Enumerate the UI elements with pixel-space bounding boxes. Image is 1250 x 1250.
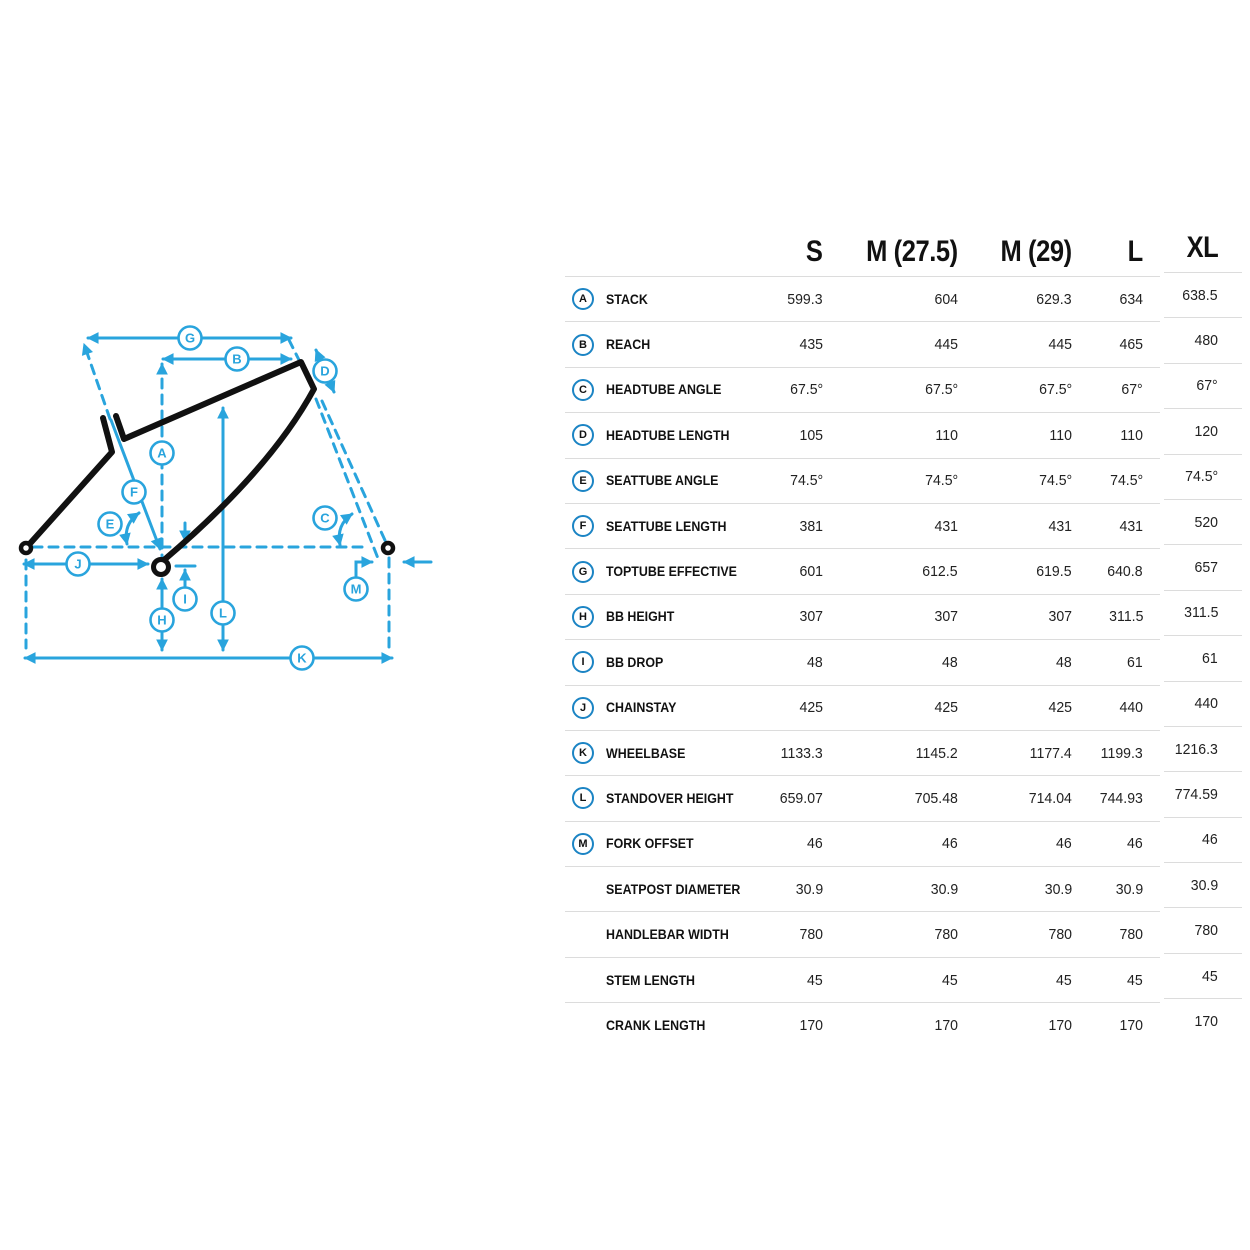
table-row [565,775,1160,820]
value-cell: 599.3 [787,290,823,308]
value-cell: 425 [1048,699,1072,717]
value-cell: 601 [799,563,823,581]
row-label: FORK OFFSET [606,836,694,852]
table-row [565,866,1160,911]
marker-letter: F [130,484,138,500]
value-cell: 780 [1119,926,1143,944]
value-cell: 440 [1119,699,1143,717]
value-cell: 659.07 [779,789,823,807]
table-row [565,458,1160,503]
row-label: HEADTUBE LENGTH [606,427,730,443]
column-header: L [1127,235,1143,268]
xl-value-cell: 61 [1164,635,1242,680]
value-cell: 744.93 [1099,789,1143,807]
value-cell: 425 [934,699,958,717]
value-cell: 61 [1127,653,1143,671]
bike-frame [21,362,393,575]
value-cell: 170 [799,1016,823,1034]
fork-offset-bracket [356,562,372,576]
diagram-marker-k [291,647,314,670]
value-cell: 67° [1121,381,1143,399]
value-cell: 67.5° [924,381,958,399]
row-letter-badge: H [572,606,594,628]
value-cell: 445 [934,336,958,354]
value-cell: 46 [1056,835,1072,853]
row-label: WHEELBASE [606,745,686,761]
diagram-marker-e [99,513,122,536]
table-row [565,321,1160,366]
diagram-marker-d [314,360,337,383]
row-letter-badge: A [572,288,594,310]
table-row [565,685,1160,730]
toptube-headtube-downtube [116,362,314,560]
table-row [565,821,1160,866]
value-cell: 431 [934,517,958,535]
diagram-marker-l [212,602,235,625]
table-row [565,503,1160,548]
marker-letter: D [320,363,330,379]
value-cell: 46 [1127,835,1143,853]
value-cell: 46 [942,835,958,853]
value-cell: 465 [1119,336,1143,354]
table-row [565,730,1160,775]
row-letter-badge: G [572,561,594,583]
value-cell: 46 [807,835,823,853]
value-cell: 74.5° [789,472,823,490]
value-cell: 307 [934,608,958,626]
table-row [565,276,1160,321]
value-cell: 1199.3 [1100,744,1143,762]
row-label: STEM LENGTH [606,972,696,988]
value-cell: 170 [1048,1016,1072,1034]
xl-column-header [1164,224,1242,272]
value-cell: 170 [934,1016,958,1034]
value-cell: 629.3 [1036,290,1072,308]
row-label: BB HEIGHT [606,609,675,625]
table-row [565,1002,1160,1047]
row-letter-badge: D [572,424,594,446]
column-header: S [806,235,823,268]
value-cell: 780 [934,926,958,944]
value-cell: 640.8 [1107,563,1143,581]
value-cell: 307 [1048,608,1072,626]
value-cell: 74.5° [1109,472,1143,490]
value-cell: 74.5° [1038,472,1072,490]
row-label: STANDOVER HEIGHT [606,790,734,806]
value-cell: 431 [1119,517,1143,535]
row-label: SEATPOST DIAMETER [606,881,741,897]
row-letter-badge: F [572,515,594,537]
marker-letter: A [157,445,167,461]
xl-value-cell: 45 [1164,953,1242,998]
row-label: CHAINSTAY [606,700,677,716]
value-cell: 48 [807,653,823,671]
marker-letter: M [350,581,362,597]
value-cell: 612.5 [922,563,958,581]
value-cell: 1177.4 [1029,744,1072,762]
row-label: CRANK LENGTH [606,1017,706,1033]
row-label: STACK [606,291,648,307]
column-header: M (29) [1000,235,1072,268]
front-axle [383,543,393,553]
seattube-angle-arc-E [126,513,139,544]
diagram-marker-g [179,327,202,350]
steering-axis-line [316,399,379,561]
marker-letter: J [74,556,82,572]
column-header-label: XL [1186,231,1218,264]
row-label: HEADTUBE ANGLE [606,382,722,398]
table-row [565,957,1160,1002]
xl-value-cell: 780 [1164,907,1242,952]
seattube-axis-extension [84,344,110,419]
frame-geometry-diagram [0,0,460,700]
value-cell: 431 [1048,517,1072,535]
value-cell: 30.9 [795,880,823,898]
geometry-table-header [565,228,1160,276]
table-row [565,548,1160,593]
row-label: SEATTUBE ANGLE [606,473,719,489]
xl-value-cell: 657 [1164,544,1242,589]
table-row [565,367,1160,412]
value-cell: 48 [942,653,958,671]
diagram-marker-i [174,588,197,611]
marker-letter: E [105,516,115,532]
rear-axle [21,543,31,553]
marker-letter: H [157,612,167,628]
geometry-table [565,228,1160,1048]
value-cell: 45 [942,971,958,989]
row-letter-badge: K [572,742,594,764]
geometry-table-xl-column [1164,224,1242,1044]
value-cell: 435 [799,336,823,354]
headtube-angle-arc-C [339,514,352,545]
table-row [565,639,1160,684]
value-cell: 445 [1048,336,1072,354]
value-cell: 1145.2 [915,744,958,762]
value-cell: 30.9 [1044,880,1072,898]
value-cell: 30.9 [930,880,958,898]
table-row [565,412,1160,457]
marker-letter: K [297,650,307,666]
value-cell: 1133.3 [780,744,823,762]
xl-column-body [1164,272,1242,1044]
value-cell: 619.5 [1036,563,1072,581]
value-cell: 425 [799,699,823,717]
row-letter-badge: I [572,651,594,673]
value-cell: 307 [799,608,823,626]
row-label: TOPTUBE EFFECTIVE [606,564,737,580]
value-cell: 45 [1056,971,1072,989]
xl-value-cell: 440 [1164,681,1242,726]
value-cell: 381 [799,517,823,535]
xl-value-cell: 74.5° [1164,454,1242,499]
row-letter-badge: L [572,787,594,809]
marker-letter: L [219,605,227,621]
diagram-marker-b [226,348,249,371]
diagram-marker-j [67,553,90,576]
xl-value-cell: 46 [1164,817,1242,862]
xl-value-cell: 774.59 [1164,771,1242,816]
value-cell: 705.48 [914,789,958,807]
diagram-marker-c [314,507,337,530]
value-cell: 780 [799,926,823,944]
value-cell: 311.5 [1108,608,1143,626]
xl-value-cell: 311.5 [1164,590,1242,635]
geometry-table-body [565,276,1160,1048]
row-letter-badge: M [572,833,594,855]
value-cell: 74.5° [924,472,958,490]
marker-letter: I [183,591,187,607]
value-cell: 48 [1056,653,1072,671]
value-cell: 30.9 [1115,880,1143,898]
xl-value-cell: 480 [1164,317,1242,362]
value-cell: 45 [1127,971,1143,989]
row-letter-badge: E [572,470,594,492]
row-label: BB DROP [606,654,664,670]
value-cell: 110 [1049,426,1072,444]
xl-value-cell: 638.5 [1164,272,1242,317]
column-header: M (27.5) [866,235,958,268]
xl-value-cell: 120 [1164,408,1242,453]
bb-shell [154,560,169,575]
row-letter-badge: B [572,334,594,356]
marker-letter: C [320,510,330,526]
diagram-marker-h [151,609,174,632]
value-cell: 634 [1119,290,1143,308]
value-cell: 170 [1119,1016,1143,1034]
table-row [565,911,1160,956]
value-cell: 67.5° [789,381,823,399]
row-letter-badge: C [572,379,594,401]
value-cell: 45 [807,971,823,989]
xl-value-cell: 170 [1164,998,1242,1043]
row-letter-badge: J [572,697,594,719]
value-cell: 67.5° [1038,381,1072,399]
value-cell: 714.04 [1028,789,1072,807]
value-cell: 105 [799,426,823,444]
value-cell: 110 [935,426,958,444]
diagram-marker-a [151,442,174,465]
marker-letter: B [232,351,242,367]
xl-value-cell: 67° [1164,363,1242,408]
diagram-marker-f [123,481,146,504]
value-cell: 780 [1048,926,1072,944]
row-label: REACH [606,337,651,353]
table-row [565,594,1160,639]
xl-value-cell: 30.9 [1164,862,1242,907]
value-cell: 604 [934,290,958,308]
xl-value-cell: 1216.3 [1164,726,1242,771]
value-cell: 110 [1120,426,1143,444]
marker-letter: G [184,330,196,346]
row-label: SEATTUBE LENGTH [606,518,727,534]
diagram-marker-m [345,578,368,601]
xl-value-cell: 520 [1164,499,1242,544]
row-label: HANDLEBAR WIDTH [606,927,729,943]
